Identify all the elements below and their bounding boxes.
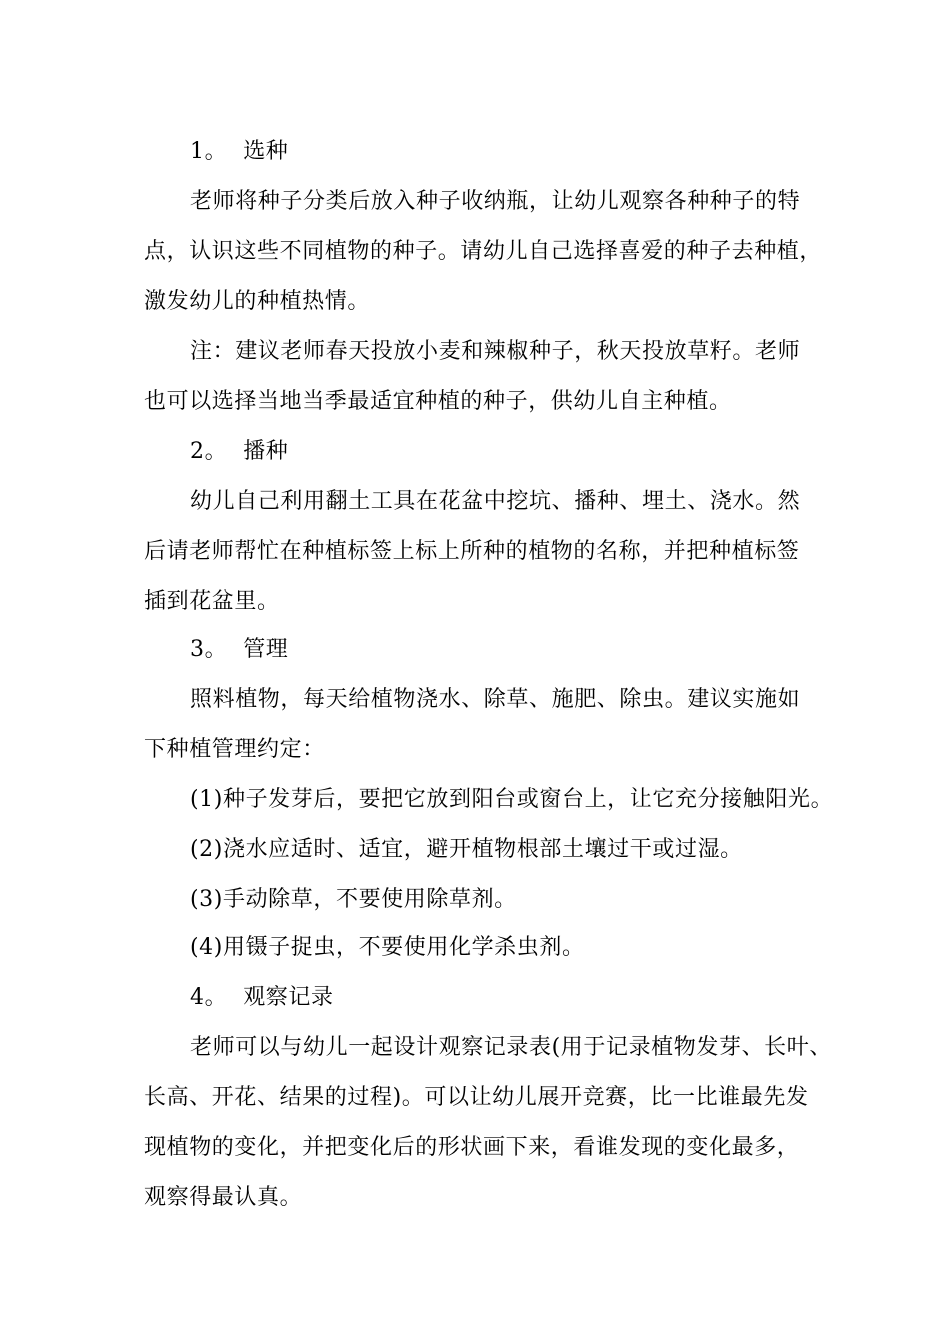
paragraph-line: 点，认识这些不同植物的种子。请幼儿自己选择喜爱的种子去种植， xyxy=(144,239,823,264)
section-number: 3。 xyxy=(190,637,228,662)
section-title: 播种 xyxy=(243,439,289,464)
paragraph-line: 现植物的变化，并把变化后的形状画下来，看谁发现的变化最多， xyxy=(144,1135,800,1160)
paragraph-line: 插到花盆里。 xyxy=(144,589,280,614)
list-item: (4)用镊子捉虫，不要使用化学杀虫剂。 xyxy=(190,935,585,960)
list-item: (1)种子发芽后，要把它放到阳台或窗台上，让它充分接触阳光。 xyxy=(190,787,834,812)
section-title: 管理 xyxy=(243,637,289,662)
section-heading-2 xyxy=(190,438,288,466)
paragraph-line: 激发幼儿的种植热情。 xyxy=(144,289,371,314)
paragraph-line: 观察得最认真。 xyxy=(144,1185,303,1210)
paragraph-line: 照料植物，每天给植物浇水、除草、施肥、除虫。建议实施如 xyxy=(190,687,801,712)
paragraph-line: 老师可以与幼儿一起设计观察记录表(用于记录植物发芽、长叶、 xyxy=(190,1035,832,1060)
section-title: 选种 xyxy=(243,139,289,164)
section-title: 观察记录 xyxy=(243,985,334,1010)
paragraph-line: 老师将种子分类后放入种子收纳瓶，让幼儿观察各种种子的特 xyxy=(190,189,801,214)
section-number: 4。 xyxy=(190,985,228,1010)
paragraph-line: 长高、开花、结果的过程)。可以让幼儿展开竞赛，比一比谁最先发 xyxy=(144,1085,809,1110)
list-item: (2)浇水应适时、适宜，避开植物根部土壤过干或过湿。 xyxy=(190,837,743,862)
paragraph-line: 后请老师帮忙在种植标签上标上所种的植物的名称，并把种植标签 xyxy=(144,539,800,564)
paragraph-line: 幼儿自己利用翻土工具在花盆中挖坑、播种、埋土、浇水。然 xyxy=(190,489,801,514)
paragraph-line: 下种植管理约定： xyxy=(144,737,325,762)
section-number: 2。 xyxy=(190,439,228,464)
section-heading-1 xyxy=(190,138,288,166)
section-number: 1。 xyxy=(190,139,228,164)
section-heading-3 xyxy=(190,636,288,664)
list-item: (3)手动除草，不要使用除草剂。 xyxy=(190,887,517,912)
note-line: 注：建议老师春天投放小麦和辣椒种子，秋天投放草籽。老师 xyxy=(190,339,801,364)
note-line: 也可以选择当地当季最适宜种植的种子，供幼儿自主种植。 xyxy=(144,389,732,414)
section-heading-4 xyxy=(190,984,334,1012)
